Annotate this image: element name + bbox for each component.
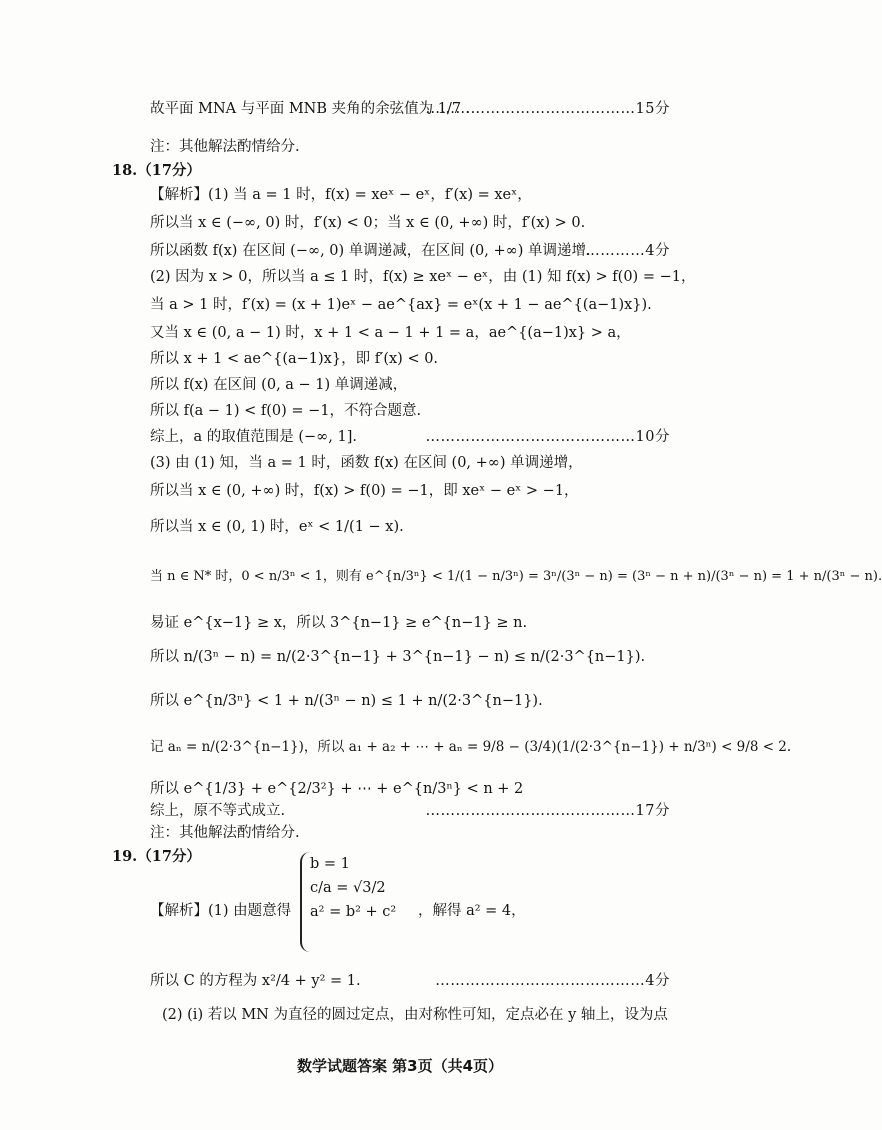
line-19-1: 【解析】(1) 由题意得 <box>150 903 292 919</box>
line-18-6: 又当 x ∈ (0, a − 1) 时，x + 1 < a − 1 + 1 = a，ae^{(a−1)x} > a， <box>150 325 631 341</box>
equation: b = 1 <box>310 856 350 872</box>
score-marker: …………4分 <box>585 243 670 259</box>
line-19-1-after: ，解得 a² = 4， <box>418 903 526 919</box>
line-18-18: 记 aₙ = n/(2·3^{n−1})，所以 a₁ + a₂ + ⋯ + aₙ = 9/8 − (3/4)(1/(2·3^{n−1}) + n/3ⁿ) < 9/8 < 2. <box>150 739 792 755</box>
page-footer: 数学试题答案 第3页（共4页） <box>296 1057 504 1075</box>
line-18-7: 所以 x + 1 < ae^{(a−1)x}，即 f′(x) < 0. <box>150 351 439 367</box>
line-18-20: 综上，原不等式成立. ……………………………………17分 <box>150 800 800 822</box>
line-19-2: 所以 C 的方程为 x²/4 + y² = 1. ……………………………………4分 <box>150 970 800 992</box>
line-18-2: 所以当 x ∈ (−∞, 0) 时，f′(x) < 0；当 x ∈ (0, +∞) 时，f′(x) > 0. <box>150 215 586 231</box>
line-18-10: 综上，a 的取值范围是 (−∞, 1]. ……………………………………10分 <box>150 426 800 448</box>
score-marker: ……………………………………4分 <box>435 973 670 989</box>
line-19-3: (2) (i) 若以 MN 为直径的圆过定点，由对称性可知，定点必在 y 轴上，设为点 <box>162 1007 668 1023</box>
line-18-1: 【解析】(1) 当 a = 1 时，f(x) = xeˣ − eˣ，f′(x) = xeˣ， <box>150 187 532 203</box>
score-marker: ……………………………………17分 <box>425 803 670 819</box>
line-18-4: (2) 因为 x > 0，所以当 a ≤ 1 时，f(x) ≥ xeˣ − eˣ，由 (1) 知 f(x) > f(0) = −1， <box>150 269 696 285</box>
line-18-14: 当 n ∈ N* 时，0 < n/3ⁿ < 1，则有 e^{n/3ⁿ} < 1/(1 − n/3ⁿ) = 3ⁿ/(3ⁿ − n) = (3ⁿ − n + n)/(3ⁿ − n) = 1 + n/(3ⁿ − n). <box>150 569 882 584</box>
question-18-header: 18.（17分） <box>112 162 201 179</box>
equation-system <box>300 852 420 952</box>
line-conclusion <box>150 98 800 120</box>
line-18-5: 当 a > 1 时，f′(x) = (x + 1)eˣ − ae^{ax} = eˣ(x + 1 − ae^{(a−1)x}). <box>150 297 652 313</box>
equation: a² = b² + c² <box>310 904 397 920</box>
line-18-16: 所以 n/(3ⁿ − n) = n/(2·3^{n−1} + 3^{n−1} − n) ≤ n/(2·3^{n−1}). <box>150 649 646 665</box>
equation: c/a = √3/2 <box>310 880 386 896</box>
score-marker: ……………………………………10分 <box>425 429 670 445</box>
line-18-13: 所以当 x ∈ (0, 1) 时，eˣ < 1/(1 − x). <box>150 519 404 535</box>
line-18-12: 所以当 x ∈ (0, +∞) 时，f(x) > f(0) = −1，即 xeˣ − eˣ > −1， <box>150 483 579 499</box>
line-text: 故平面 MNA 与平面 MNB 夹角的余弦值为 1/7 . <box>150 101 471 117</box>
line-18-9: 所以 f(a − 1) < f(0) = −1，不符合题意. <box>150 403 422 419</box>
note-line: 注：其他解法酌情给分. <box>150 825 300 841</box>
line-18-19: 所以 e^{1/3} + e^{2/3²} + ⋯ + e^{n/3ⁿ} < n + 2 <box>150 781 524 797</box>
question-19-header: 19.（17分） <box>112 848 201 865</box>
note-line: 注：其他解法酌情给分. <box>150 139 300 155</box>
line-18-11: (3) 由 (1) 知，当 a = 1 时，函数 f(x) 在区间 (0, +∞) 单调递增， <box>150 455 583 471</box>
line-18-17: 所以 e^{n/3ⁿ} < 1 + n/(3ⁿ − n) ≤ 1 + n/(2·3^{n−1}). <box>150 693 543 709</box>
line-18-3: 所以函数 f(x) 在区间 (−∞, 0) 单调递减，在区间 (0, +∞) 单调递增. …………4分 <box>150 240 800 262</box>
score-marker: ……………………………………15分 <box>425 101 670 117</box>
line-18-15: 易证 e^{x−1} ≥ x，所以 3^{n−1} ≥ e^{n−1} ≥ n. <box>150 615 528 631</box>
line-18-8: 所以 f(x) 在区间 (0, a − 1) 单调递减， <box>150 377 408 393</box>
